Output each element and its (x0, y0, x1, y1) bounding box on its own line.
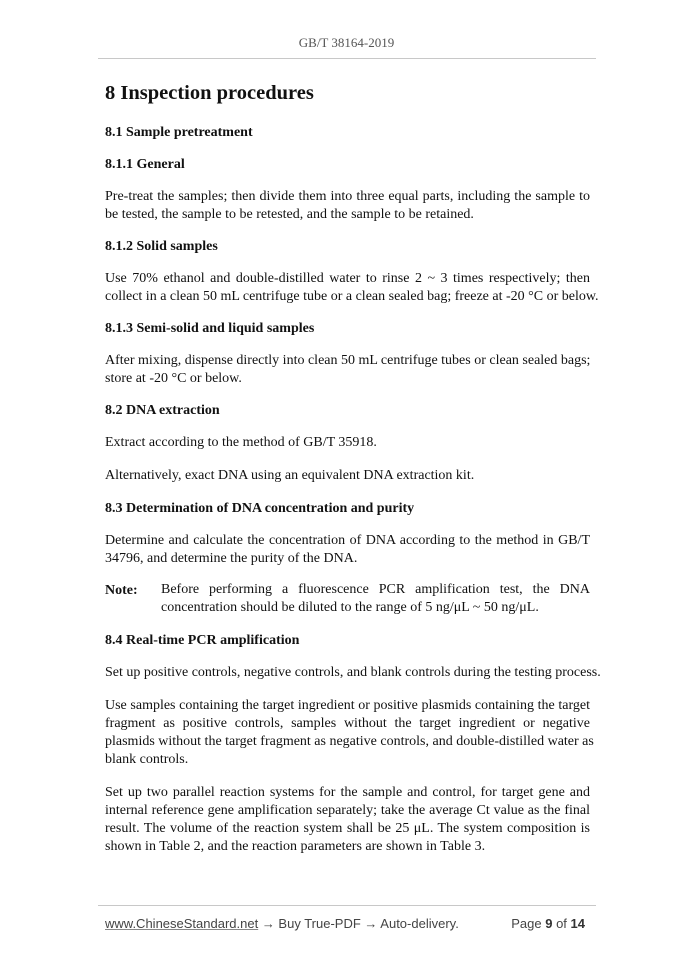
page-total: 14 (570, 916, 585, 931)
paragraph (105, 188, 590, 224)
subsection-heading: 8.4 Real-time PCR amplification (105, 633, 300, 648)
running-header: GB/T 38164-2019 (298, 35, 395, 50)
subsection-heading: 8.1 Sample pretreatment (105, 125, 253, 140)
header-divider (98, 58, 596, 59)
text-line: Set up positive controls, negative controls, and blank controls during the testing process. (105, 665, 601, 680)
page-label: Page (511, 916, 542, 931)
paragraph (105, 532, 590, 568)
text-line: Use 70% ethanol and double-distilled water to rinse 2 ~ 3 times respectively; then (105, 271, 590, 286)
text-line: shown in Table 2, and the reaction parameters are shown in Table 3. (105, 839, 486, 854)
paragraph (105, 664, 601, 682)
website-link[interactable]: www.ChineseStandard.net (105, 916, 259, 931)
text-line: 34796, and determine the purity of the DNA. (105, 551, 358, 566)
subsection-heading: 8.3 Determination of DNA concentration and purity (105, 501, 415, 516)
subsection-heading: 8.1.3 Semi-solid and liquid samples (105, 321, 315, 336)
page-footer (105, 916, 585, 931)
text-line: result. The volume of the reaction system shall be 25 μL. The system composition is (105, 821, 590, 836)
page-number (511, 916, 585, 931)
text-line: store at -20 °C or below. (105, 371, 242, 386)
paragraph (105, 784, 590, 856)
note-label: Note: (105, 583, 138, 598)
subsection-heading: 8.1.1 General (105, 157, 185, 172)
paragraph (105, 434, 590, 452)
text-line: Before performing a fluorescence PCR amplification test, the DNA (161, 582, 590, 597)
subsection-heading: 8.2 DNA extraction (105, 403, 220, 418)
footer-divider (98, 905, 596, 906)
section-title: 8 Inspection procedures (105, 82, 314, 104)
text-line: Set up two parallel reaction systems for the sample and control, for target gene and (105, 785, 590, 800)
paragraph (105, 270, 599, 306)
text-line: concentration should be diluted to the range of 5 ng/μL ~ 50 ng/μL. (161, 600, 539, 615)
text-line: be tested, the sample to be retested, and the sample to be retained. (105, 207, 474, 222)
text-line: collect in a clean 50 mL centrifuge tube or a clean sealed bag; freeze at -20 °C or below. (105, 289, 599, 304)
text-line: fragment as positive controls, samples without the target ingredient or negative (105, 716, 590, 731)
paragraph (105, 467, 590, 485)
page-of: of (556, 916, 567, 931)
text-line: blank controls. (105, 752, 189, 767)
paragraph (105, 352, 590, 388)
page-current: 9 (545, 916, 553, 931)
note-text (161, 581, 590, 617)
text-line: Alternatively, exact DNA using an equivalent DNA extraction kit. (105, 468, 475, 483)
text-line: Determine and calculate the concentration of DNA according to the method in GB/T (105, 533, 590, 548)
text-line: After mixing, dispense directly into clean 50 mL centrifuge tubes or clean sealed bags; (105, 353, 591, 368)
text-line: Pre-treat the samples; then divide them into three equal parts, including the sample to (105, 189, 590, 204)
text-line: Extract according to the method of GB/T 35918. (105, 435, 377, 450)
subsection-heading: 8.1.2 Solid samples (105, 239, 218, 254)
text-line: internal reference gene amplification separately; take the average Ct value as the final (105, 803, 590, 818)
paragraph (105, 697, 594, 769)
footer-promo: → Buy True-PDF → Auto-delivery. (258, 916, 459, 931)
text-line: plasmids without the target fragment as negative controls, and double-distilled water as (105, 734, 594, 749)
text-line: Use samples containing the target ingredient or positive plasmids containing the target (105, 698, 590, 713)
